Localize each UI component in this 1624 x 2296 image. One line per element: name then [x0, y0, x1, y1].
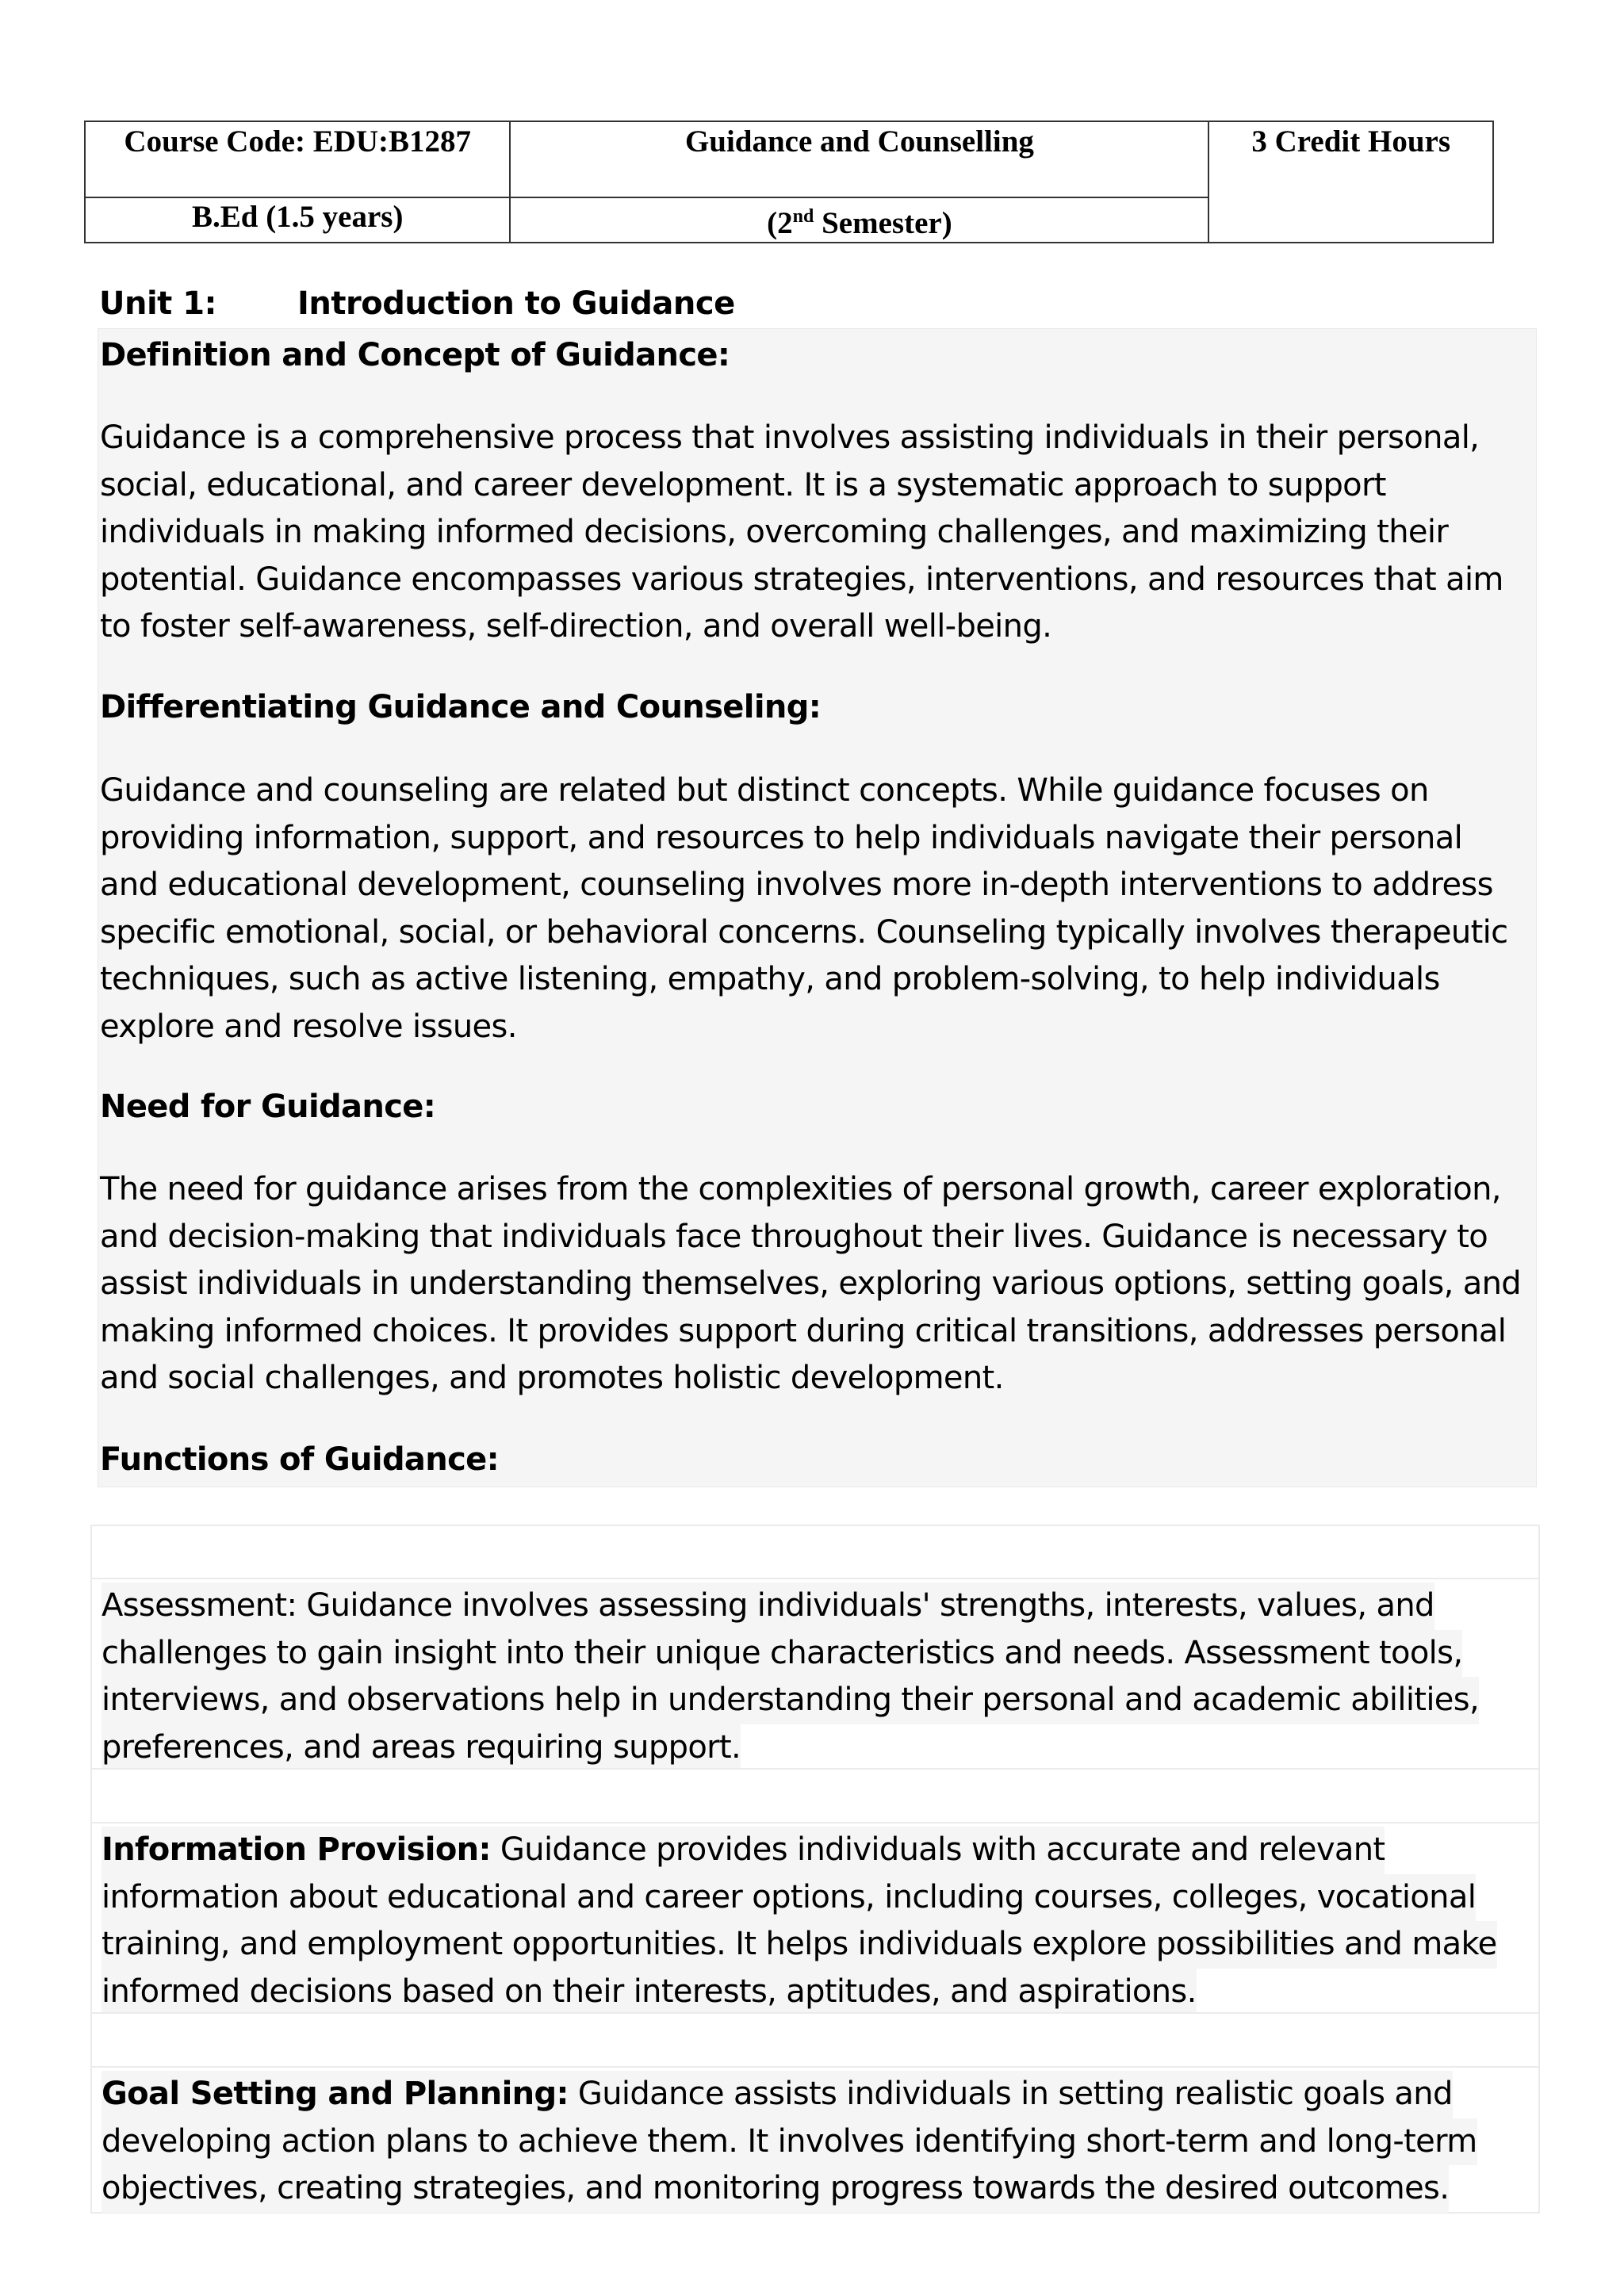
goal-label: Goal Setting and Planning:	[102, 2076, 569, 2112]
differentiating-line: and educational development, counseling involves more in-depth interventions to address	[100, 867, 1493, 903]
assessment-line	[102, 1724, 741, 1772]
information-text: training, and employment opportunities. It helps individuals explore possibilities and make	[102, 1926, 1497, 1962]
information-line	[102, 1874, 1476, 1922]
function-assessment	[90, 1578, 1540, 1770]
assessment-text: challenges to gain insight into their unique characteristics and needs. Assessment tools,	[102, 1634, 1463, 1671]
information-line	[102, 1827, 1385, 1874]
information-line	[102, 1969, 1197, 2016]
goal-text: objectives, creating strategies, and monitoring progress towards the desired outcomes.	[102, 2170, 1450, 2206]
unit-topic: Introduction to Guidance	[297, 285, 735, 322]
definition-line: potential. Guidance encompasses various strategies, interventions, and resources that aim	[100, 561, 1503, 598]
goal-text: developing action plans to achieve them. It involves identifying short-term and long-term	[102, 2122, 1477, 2160]
assessment-text: preferences, and areas requiring support.	[102, 1728, 741, 1766]
information-label: Information Provision:	[102, 1831, 491, 1868]
goal-line	[102, 2118, 1477, 2166]
spacer-row	[90, 1525, 1540, 1579]
need-line: assist individuals in understanding themselves, exploring various options, setting goals, and	[100, 1265, 1522, 1302]
differentiating-paragraph	[100, 767, 1507, 1050]
course-title: Guidance and Counselling	[510, 121, 1208, 197]
definition-line: Guidance is a comprehensive process that involves assisting individuals in their personal,	[100, 419, 1480, 456]
credit-hours: 3 Credit Hours	[1208, 121, 1493, 243]
program-name: B.Ed (1.5 years)	[85, 197, 510, 243]
differentiating-line: specific emotional, social, or behavioral concerns. Counseling typically involves therapeutic	[100, 913, 1508, 951]
information-line	[102, 1921, 1497, 1969]
information-text: Guidance provides individuals with accurate and relevant	[490, 1831, 1385, 1868]
unit-label: Unit 1:	[99, 285, 217, 322]
spacer-row	[90, 2012, 1540, 2068]
differentiating-heading: Differentiating Guidance and Counseling:	[100, 689, 822, 725]
function-information-provision	[90, 1822, 1540, 2014]
assessment-line	[102, 1630, 1462, 1678]
assessment-line	[102, 1677, 1479, 1724]
definition-line: social, educational, and career development. It is a systematic approach to support	[100, 466, 1386, 503]
need-heading: Need for Guidance:	[100, 1089, 436, 1125]
semester: (2nd Semester)	[510, 197, 1208, 243]
goal-text: Guidance assists individuals in setting realistic goals and	[568, 2076, 1453, 2112]
function-goal-text	[102, 2071, 1529, 2213]
definition-line: to foster self-awareness, self-direction, and overall well-being.	[100, 608, 1052, 645]
assessment-text: Assessment: Guidance involves assessing individuals' strengths, interests, values, and	[102, 1587, 1434, 1624]
need-line: and decision-making that individuals face throughout their lives. Guidance is necessary to	[100, 1218, 1488, 1255]
definition-heading: Definition and Concept of Guidance:	[100, 337, 730, 373]
assessment-text: interviews, and observations help in understanding their personal and academic abilities,	[102, 1682, 1480, 1718]
need-paragraph	[100, 1166, 1521, 1402]
differentiating-line: explore and resolve issues.	[100, 1008, 517, 1045]
information-text: informed decisions based on their interests, aptitudes, and aspirations.	[102, 1973, 1197, 2010]
function-information-text	[102, 1827, 1529, 2015]
goal-line	[102, 2071, 1453, 2118]
goal-line	[102, 2165, 1449, 2213]
need-line: and social challenges, and promotes holistic development.	[100, 1360, 1004, 1396]
need-line: making informed choices. It provides support during critical transitions, addresses personal	[100, 1312, 1507, 1349]
differentiating-line: Guidance and counseling are related but distinct concepts. While guidance focuses on	[100, 772, 1429, 809]
function-goal-setting	[90, 2066, 1540, 2214]
spacer-row	[90, 1768, 1540, 1823]
course-code: Course Code: EDU:B1287	[85, 121, 510, 197]
information-text: information about educational and career options, including courses, colleges, vocational	[102, 1878, 1477, 1915]
functions-heading: Functions of Guidance:	[100, 1441, 499, 1478]
definition-line: individuals in making informed decisions, overcoming challenges, and maximizing their	[100, 514, 1449, 550]
course-header-table	[84, 121, 1494, 243]
definition-paragraph	[100, 415, 1503, 651]
assessment-line	[102, 1582, 1434, 1630]
unit-heading	[99, 285, 735, 322]
differentiating-line: providing information, support, and resources to help individuals navigate their personal	[100, 819, 1463, 856]
differentiating-line: techniques, such as active listening, empathy, and problem-solving, to help individuals	[100, 961, 1440, 997]
function-assessment-text	[102, 1582, 1529, 1771]
need-line: The need for guidance arises from the complexities of personal growth, career exploration,	[100, 1171, 1501, 1207]
